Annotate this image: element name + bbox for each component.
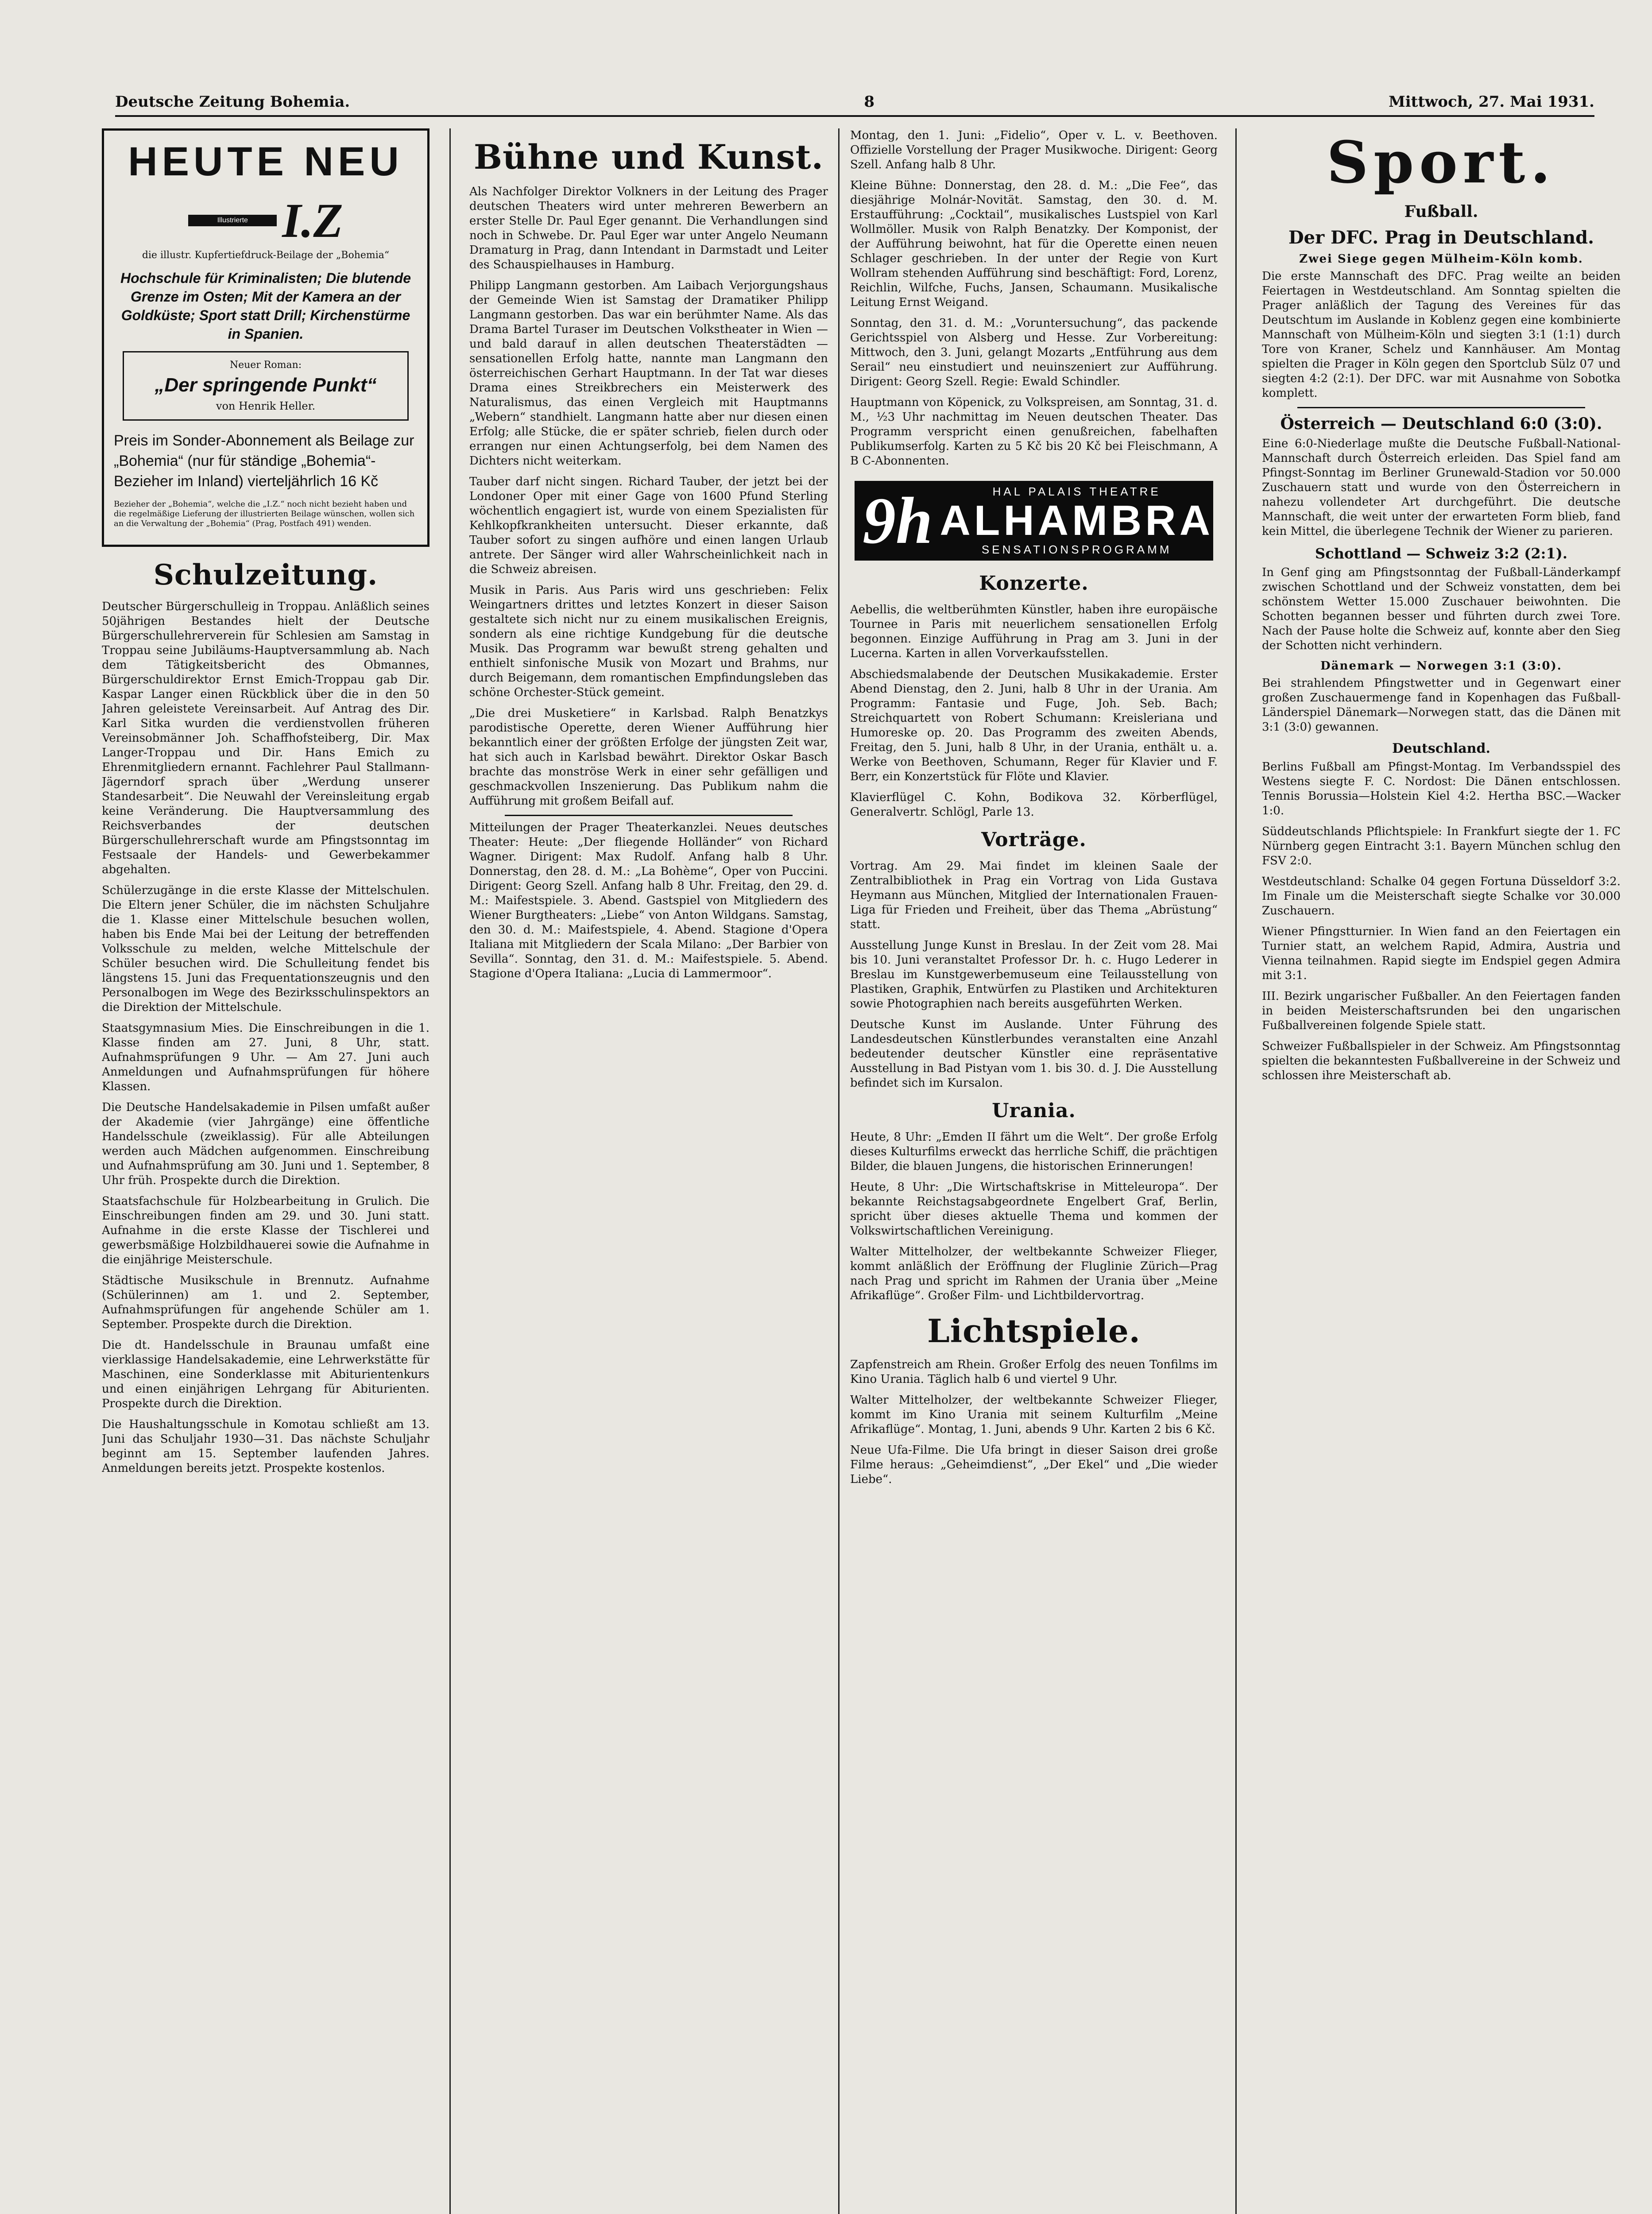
- article-paragraph: III. Bezirk ungarischer Fußballer. An den Feiertagen fanden in beiden Meisterschaftsrunden bei den ungarischen Fußballvereinen folgende Spiele statt.: [1262, 990, 1621, 1032]
- article-paragraph: Eine 6:0-Niederlage mußte die Deutsche Fußball-National-Mannschaft durch Österreich erleiden. Das Spiel fand am Pfingst-Sonntag im Berliner Grunewald-Stadion vor 50.000 Zuschauern statt und wurde von den Österreichern in nahezu vollendeter Art durchgeführt. Die deutsche Mannschaft, die weit unter der erwarteten Form blieb, fand kein Mittel, die überlegene Technik der Wiener zu parieren.: [1262, 437, 1621, 538]
- logo-mark: I.Z: [282, 194, 343, 248]
- alhambra-mark: 9h: [863, 484, 933, 557]
- article-paragraph: Sonntag, den 31. d. M.: „Voruntersuchung“, das packende Gerichtsspiel von Alsberg und Hesse. Zur Vorbereitung: Mittwoch, den 3. Juni, gelangt Mozarts „Entführung aus dem Serail“ neu einstudiert und neuinszeniert zur Aufführung. Dirigent: Georg Szell. Regie: Ewald Schindler.: [850, 317, 1218, 388]
- article-paragraph: Zapfenstreich am Rhein. Großer Erfolg des neuen Tonfilms im Kino Urania. Täglich halb 6 und viertel 9 Uhr.: [850, 1358, 1218, 1386]
- article-paragraph: Die erste Mannschaft des DFC. Prag weilte an beiden Feiertagen in Westdeutschland. Am Sonntag spielten die Prager anläßlich der Tagung des Vereines für das Deutschtum im Auslande in Koblenz gegen eine kombinierte Mannschaft von Mülheim-Köln und siegten 3:1 (1:1) durch Tore von Kraner, Schelz und Kannhäuser. Am Montag spielten die Prager in Köln gegen den Sportclub Sülz 07 und siegten 4:2 (2:1). Der DFC. war mit Ausnahme von Sobotka komplett.: [1262, 270, 1621, 400]
- ad-title: HEUTE NEU: [128, 139, 403, 184]
- article-paragraph: Bei strahlendem Pfingstwetter und in Gegenwart einer großen Zuschauermenge fand in Kopenhagen das Fußball-Länderspiel Dänemark—Norwegen statt, das die Dänen mit 3:1 (3:0) gewannen.: [1262, 677, 1621, 734]
- article-heading: Österreich — Deutschland 6:0 (3:0).: [1280, 414, 1602, 433]
- column-3: [850, 128, 1218, 2214]
- alhambra-name: ALHAMBRA: [940, 497, 1214, 544]
- article-paragraph: Heute, 8 Uhr: „Die Wirtschaftskrise in Mitteleuropa“. Der bekannte Reichstagsabgeordnete Engelbert Graf, Berlin, spricht über dieses aktuelle Thema und kommen der Volkswirtschaftlichen Vereinigung.: [850, 1181, 1218, 1238]
- section-heading: Vorträge.: [981, 828, 1087, 851]
- issue-date: Mittwoch, 27. Mai 1931.: [1389, 93, 1594, 111]
- article-paragraph: Hauptmann von Köpenick, zu Volkspreisen, am Sonntag, 31. d. M., ½3 Uhr nachmittag im Neuen deutschen Theater. Das Programm verspricht einen genußreichen, fabelhaften Publikumserfolg. Karten zu 5 Kč bis 20 Kč bei Fleischmann, A B C-Abonnenten.: [850, 396, 1218, 468]
- paper-name: Deutsche Zeitung Bohemia.: [115, 93, 350, 111]
- article-paragraph: Schülerzugänge in die erste Klasse der Mittelschulen. Die Eltern jener Schüler, die im nächsten Schuljahre die 1. Klasse einer Mittelschule besuchen wollen, haben bis Ende Mai bei der Leitung der betreffenden Volksschule zu melden, welche Mittelschule der Schüler besuchen wird. Die Schulleitung fendet bis längstens 15. Juni das Frequentationszeugnis und den Personalbogen im Wege des Bezirksschulinspektors an die Direktion der Mittelschule.: [102, 884, 429, 1014]
- article-paragraph: Schweizer Fußballspieler in der Schweiz. Am Pfingstsonntag spielten die bekanntesten Fußballvereine in der Schweiz und schlossen ihre Meisterschaft ab.: [1262, 1040, 1621, 1082]
- article-paragraph: Wiener Pfingstturnier. In Wien fand an den Feiertagen ein Turnier statt, an welchem Rapid, Admira, Austria und Vienna teilnahmen. Rapid siegte im Endspiel gegen Admira mit 3:1.: [1262, 925, 1621, 982]
- article-paragraph: Deutsche Kunst im Auslande. Unter Führung des Landesdeutschen Künstlerbundes veranstalten eine Anzahl bedeutender deutscher Künstler eine repräsentative Ausstellung in Bad Pistyan vom 1. bis 30. d. J. Die Ausstellung befindet sich im Kursalon.: [850, 1018, 1218, 1090]
- novel-author: von Henrik Heller.: [216, 400, 316, 412]
- novel-title: „Der springende Punkt“: [155, 374, 377, 396]
- article-paragraph: Montag, den 1. Juni: „Fidelio“, Oper v. L. v. Beethoven. Offizielle Vorstellung der Prager Musikwoche. Dirigent: Georg Szell. Anfang halb 8 Uhr.: [850, 129, 1218, 171]
- article-paragraph: Die Deutsche Handelsakademie in Pilsen umfaßt außer der Akademie (vier Jahrgänge) eine öffentliche Handelsschule (zweiklassig). Für alle Abteilungen werden auch Mädchen aufgenommen. Einschreibung und Aufnahmsprüfung am 30. Juni und 1. September, 8 Uhr früh. Prospekte durch die Direktion.: [102, 1101, 429, 1187]
- column-rule: [1235, 128, 1237, 2214]
- article-paragraph: In Genf ging am Pfingstsonntag der Fußball-Länderkampf zwischen Schottland und der Schweiz vonstatten, dem bei schönstem Wetter 15.000 Zuschauer beiwohnten. Die Schotten begannen besser und führten durch zwei Tore. Nach der Pause holte die Schweiz auf, konnte aber den Sieg der Schotten nicht verhindern.: [1262, 566, 1621, 652]
- section-heading: Lichtspiele.: [927, 1312, 1141, 1350]
- article-paragraph: Philipp Langmann gestorben. Am Laibach Verjorgungshaus der Gemeinde Wien ist Samstag der Dramatiker Philipp Langmann gestorben. Das war ein berühmter Name. Als das Drama Bartel Turaser im Deutschen Volkstheater in Wien — und bald darauf in allen deutschen Theaterstädten — sensationellen Erfolg hatte, nannte man Langmann den österreichischen Gerhart Hauptmann. In der Tat war dieses Drama eines Streikbrechers ein Meisterwerk des Naturalismus, das einen Vergleich mit Hauptmanns „Webern“ standhielt. Langmann hatte aber nur diesen einen Erfolg; alle Stücke, die er später schrieb, fielen durch oder errangen nur einen Achtungserfolg, bei dem Namen des Dichters nicht weiterkam.: [469, 279, 828, 468]
- divider: [1297, 407, 1585, 408]
- article-paragraph: Süddeutschlands Pflichtspiele: In Frankfurt siegte der 1. FC Nürnberg gegen Eintracht 3:1. Bayern München schlug den FSV 2:0.: [1262, 825, 1621, 867]
- novel-label: Neuer Roman:: [229, 360, 302, 371]
- article-heading: Der DFC. Prag in Deutschland.: [1288, 227, 1594, 248]
- article-paragraph: Berlins Fußball am Pfingst-Montag. Im Verbandsspiel des Westens siegte F. C. Nordost: Die Dänen entschlossen. Tennis Borussia—Holstein Kiel 4:2. Hertha BSC.—Wacker 1:0.: [1262, 760, 1621, 817]
- section-heading: Konzerte.: [979, 572, 1089, 595]
- article-paragraph: Klavierflügel C. Kohn, Bodikova 32. Körberflügel, Generalvertr. Schlögl, Parle 13.: [850, 791, 1218, 819]
- divider: [505, 815, 793, 816]
- article-subheading: Zwei Siege gegen Mülheim-Köln komb.: [1299, 252, 1583, 266]
- subsection-heading: Fußball.: [1404, 202, 1478, 221]
- subscription-text: Preis im Sonder-Abonnement als Beilage zur „Bohemia“ (nur für ständige „Bohemia“-Bezieher im Inland) vierteljährlich 16 Kč: [114, 432, 414, 490]
- article-paragraph: Walter Mittelholzer, der weltbekannte Schweizer Flieger, kommt im Kino Urania mit seinem Kulturfilm „Meine Afrikaflüge“. Montag, 1. Juni, abends 9 Uhr. Karten 2 bis 6 Kč.: [850, 1393, 1218, 1436]
- ad-topics: Hochschule für Kriminalisten; Die blutende Grenze im Osten; Mit der Kamera an der Goldküste; Sport statt Drill; Kirchenstürme in Spanien.: [120, 270, 411, 342]
- article-paragraph: Neue Ufa-Filme. Die Ufa bringt in dieser Saison drei große Filme heraus: „Geheimdienst“, „Der Ekel“ und „Die wieder Liebe“.: [850, 1444, 1218, 1486]
- article-paragraph: Kleine Bühne: Donnerstag, den 28. d. M.: „Die Fee“, das diesjährige Molnár-Novität. Samstag, den 30. d. M. Erstaufführung: „Cocktail“, musikalisches Lustspiel von Karl Wollmöller. Musik von Ralph Benatzky. Der Komponist, der der Aufführung beiwohnt, hat für die Operette einen neuen Schlager geschrieben. In der unter der Regie von Kurt Wollram stehenden Aufführung sind beschäftigt: Ford, Lorenz, Reichlin, Wilfche, Fuchs, Jansen, Schaumann. Musikalische Leitung Ernst Weigand.: [850, 179, 1218, 309]
- article-paragraph: Ausstellung Junge Kunst in Breslau. In der Zeit vom 28. Mai bis 10. Juni veranstaltet Professor Dr. h. c. Hugo Lederer in Breslau im Kunstgewerbemuseum eine Teilausstellung von Plastiken, Graphik, Entwürfen zu Plastiken und Architekturen sowie Photographien nach bereits ausgeführten Werken.: [850, 939, 1218, 1010]
- running-head: [115, 89, 1594, 117]
- column-1: [102, 128, 429, 2214]
- article-paragraph: Die dt. Handelsschule in Braunau umfaßt eine vierklassige Handelsakademie, eine Lehrwerkstätte für Maschinen, eine Sonderklasse mit Abiturientenkurs und einen einjährigen Lehrgang für Abiturienten. Prospekte durch die Direktion.: [102, 1339, 429, 1410]
- article-paragraph: Mitteilungen der Prager Theaterkanzlei. Neues deutsches Theater: Heute: „Der fliegende Holländer“ von Richard Wagner. Dirigent: Max Rudolf. Anfang halb 8 Uhr. Donnerstag, den 28. d. M.: „La Bohème“, Oper von Puccini. Dirigent: Georg Szell. Anfang halb 8 Uhr. Freitag, den 29. d. M.: Maifestspiele. 3. Abend. Gastspiel von Mitgliedern des Wiener Burgtheaters: „Liebe“ von Anton Wildgans. Samstag, den 30. d. M.: Maifestspiele, 4. Abend. Stagione d'Opera Italiana mit Mitgliedern der Scala Milano: „Der Barbier von Sevilla“. Sonntag, den 31. d. M.: Maifestspiele. 5. Abend. Stagione d'Opera Italiana: „Lucia di Lammermoor“.: [469, 821, 828, 980]
- logo-bar: Illustrierte: [188, 215, 277, 226]
- article-paragraph: Vortrag. Am 29. Mai findet im kleinen Saale der Zentralbibliothek in Prag ein Vortrag von Lida Gustava Heymann aus München, Mitglied der Internationalen Frauen-Liga für Frieden und Freiheit, über das Thema „Abrüstung“ statt.: [850, 859, 1218, 931]
- article-paragraph: „Die drei Musketiere“ in Karlsbad. Ralph Benatzkys parodistische Operette, deren Wiener Aufführung hier bekanntlich einer der größten Erfolge der jüngsten Zeit war, hat sich auch in Karlsbad bewährt. Direktor Oskar Basch brachte das monströse Werk in einer sehr gefälligen und geschmackvollen Inszenierung. Das Publikum nahm die Aufführung mit großem Beifall auf.: [469, 707, 828, 808]
- article-paragraph: Abschiedsmalabende der Deutschen Musikakademie. Erster Abend Dienstag, den 2. Juni, halb 8 Uhr in der Urania. Am Programm: Fantasie und Fuge, Joh. Seb. Bach; Streichquartett von Robert Schumann: Kreisleriana und Humoreske op. 20. Das Programm des zweiten Abends, Freitag, den 5. Juni, halb 8 Uhr, in der Urania, enthält u. a. Werke von Beethoven, Schumann, Reger für Klavier und F. Berr, ein Konzertstück für Flöte und Klavier.: [850, 668, 1218, 783]
- column-rule: [838, 128, 840, 2214]
- article-paragraph: Städtische Musikschule in Brennutz. Aufnahme (Schülerinnen) am 1. und 2. September, Aufnahmsprüfungen für angehende Schüler am 1. September. Prospekte durch die Direktion.: [102, 1274, 429, 1331]
- article-paragraph: Die Haushaltungsschule in Komotau schließt am 13. Juni das Schuljahr 1930—31. Das nächste Schuljahr beginnt am 15. September laufenden Jahres. Anmeldungen bereits jetzt. Prospekte kostenlos.: [102, 1418, 429, 1475]
- article-heading: Dänemark — Norwegen 3:1 (3:0).: [1320, 659, 1562, 673]
- article-paragraph: Heute, 8 Uhr: „Emden II fährt um die Welt“. Der große Erfolg dieses Kulturfilms erweckt das herrliche Schiff, die prächtigen Bilder, die blauen Jungens, die historischen Erinnerungen!: [850, 1130, 1218, 1173]
- sport-heading: Sport.: [1327, 128, 1556, 196]
- subscription-note: Bezieher der „Bohemia“, welche die „I.Z.“ noch nicht bezieht haben und die regelmäßige Lieferung der illustrierten Beilage wünschen, wollen sich an die Verwaltung der „Bohemia“ (Prag, Postfach 491) wenden.: [114, 499, 415, 528]
- alhambra-top-line: HAL PALAIS THEATRE: [992, 485, 1161, 498]
- article-paragraph: Tauber darf nicht singen. Richard Tauber, der jetzt bei der Londoner Oper mit einer Gage von 1600 Pfund Sterling wöchentlich engagiert ist, wurde von einem Spezialisten für Kehlkopfkrankheiten untersucht. Dieser erkannte, daß Tauber sofort zu singen aufhöre und einen langen Urlaub antrete. Der Sänger wird aller Wahrscheinlichkeit nach in die Schweiz abreisen.: [469, 475, 828, 576]
- advertisement-iz: [102, 128, 429, 547]
- article-paragraph: Als Nachfolger Direktor Volkners in der Leitung des Prager deutschen Theaters wird unter mehreren Bewerbern an erster Stelle Dr. Paul Eger genannt. Die Verhandlungen sind noch in Schwebe. Dr. Paul Eger war unter Angelo Neumann Dramaturg in Prag, dann Intendant in Darmstadt und Leiter des Schauspielhauses in Hamburg.: [469, 185, 828, 271]
- article-paragraph: Walter Mittelholzer, der weltbekannte Schweizer Flieger, kommt anläßlich der Eröffnung der Fluglinie Zürich—Prag nach Prag und spricht im Rahmen der Urania über „Meine Afrikaflüge“. Großer Film- und Lichtbildervortrag.: [850, 1245, 1218, 1302]
- article-paragraph: Musik in Paris. Aus Paris wird uns geschrieben: Felix Weingartners drittes und letztes Konzert in dieser Saison gestaltete sich nicht nur zu einem musikalischen Ereignis, sondern als eine richtige Kundgebung für die deutsche Musik. Das Programm war bewußt streng gehalten und enthielt sinfonische Musik von Mozart und Brahms, nur durch Beigemann, dem romantischen Empfindungsleben das schöne Orchester-Stück gemeint.: [469, 584, 828, 699]
- article-paragraph: Deutscher Bürgerschulleig in Troppau. Anläßlich seines 50jährigen Bestandes hielt der Deutsche Bürgerschullehrerverein für Schlesien am Samstag in Troppau seine Jubiläums-Hauptversammlung ab. Nach dem Tätigkeitsbericht des Obmannes, Bürgerschuldirektor Ernst Emich-Troppau gab Dir. Kaspar Langer einen Rückblick über die in den 50 Jahren geleistete Vereinsarbeit. Auf Antrag des Dir. Karl Sitka wurden die verdienstvollen früheren Vereinsobmänner Joh. Schaffhofsteiberg, Dir. Max Langer-Troppau und Dir. Hans Emich zu Ehrenmitgliedern ernannt. Fachlehrer Paul Stallmann-Jägerndorf sprach über „Werdung unserer Standesarbeit“. Die Neuwahl der Vereinsleitung ergab keine Veränderung. Die Hauptversammlung des Reichsverbandes der deutschen Bürgerschullehrerschaft wurde am Pfingstsonntag im Festsaale der Handels- und Gewerbekammer abgehalten.: [102, 600, 429, 876]
- article-paragraph: Staatsfachschule für Holzbearbeitung in Grulich. Die Einschreibungen finden am 29. und 30. Juni statt. Aufnahme in die erste Klasse der Tischlerei und gewerbsmäßige Holzbildhauerei sowie die Aufnahme in die einjährige Meisterschule.: [102, 1195, 429, 1266]
- column-4: [1262, 128, 1621, 2214]
- ad-subtitle: die illustr. Kupfertiefdruck-Beilage der „Bohemia“: [142, 250, 390, 261]
- article-paragraph: Aebellis, die weltberühmten Künstler, haben ihre europäische Tournee in Paris mit neuerlichem sensationellen Erfolg begonnen. Einzige Aufführung in Prag am 3. Juni in der Lucerna. Karten in allen Vorverkaufsstellen.: [850, 603, 1218, 660]
- section-heading: Urania.: [992, 1099, 1076, 1122]
- iz-logo: [114, 194, 418, 248]
- section-heading: Schulzeitung.: [153, 558, 378, 592]
- alhambra-advertisement: [855, 481, 1213, 561]
- section-heading: Bühne und Kunst.: [473, 137, 824, 177]
- article-heading: Deutschland.: [1392, 741, 1490, 756]
- column-rule: [449, 128, 451, 2214]
- page-number: 8: [864, 93, 874, 111]
- article-paragraph: Westdeutschland: Schalke 04 gegen Fortuna Düsseldorf 3:2. Im Finale um die Meisterschaft siegte Schalke vor 30.000 Zuschauern.: [1262, 875, 1621, 917]
- article-heading: Schottland — Schweiz 3:2 (2:1).: [1315, 545, 1568, 562]
- column-2: [469, 128, 828, 2214]
- alhambra-bottom-line: SENSATIONSPROGRAMM: [981, 543, 1172, 556]
- article-paragraph: Staatsgymnasium Mies. Die Einschreibungen in die 1. Klasse finden am 27. Juni, 8 Uhr, statt. Aufnahmsprüfungen 9 Uhr. — Am 27. Juni auch Anmeldungen und Aufnahmsprüfungen für höhere Klassen.: [102, 1022, 429, 1093]
- novel-box: [123, 351, 409, 421]
